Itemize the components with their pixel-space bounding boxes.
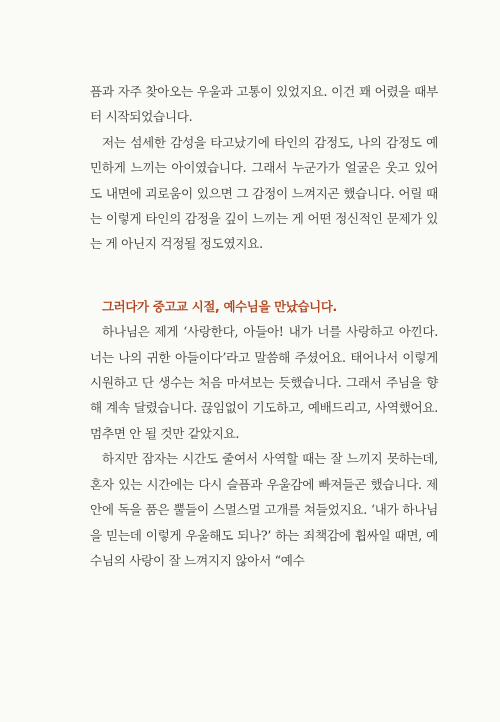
body-text xyxy=(90,79,438,573)
section-subheading: 그러다가 중고교 시절, 예수님을 만났습니다. xyxy=(102,298,337,314)
paragraph-struggle: 하지만 잠자는 시간도 줄여서 사역할 때는 잘 느끼지 못하는데, 혼자 있는 시간에는 다시 슬픔과 우울감에 빠져들곤 했습니다. 제 안에 독을 품은 뿔들이 스멀스멀 고개를 쳐들었지요. ‘내가 하나님을 믿는데 이렇게 우울해도 되나?’ 하는 죄책감에 휩싸일 때면, 예수님의 사랑이 잘 느껴지지 않아서 “예수 xyxy=(90,451,438,568)
paragraph-gods-love: 하나님은 제게 ‘사랑한다, 아들아! 내가 너를 사랑하고 아낀다. 너는 나의 귀한 아들이다’라고 말씀해 주셨어요. 태어나서 이렇게 시원하고 단 생수는 처음 마셔보는 듯했습니다. 그래서 주님을 향해 계속 달렸습니다. 끊임없이 기도하고, 예배드리고, 사역했어요. 멈추면 안 될 것만 같았지요. xyxy=(90,324,438,441)
section-spacer xyxy=(90,257,438,294)
paragraph-continued: 픔과 자주 찾아오는 우울과 고통이 있었지요. 이건 꽤 어렸을 때부터 시작되었습니다. xyxy=(90,84,438,125)
paragraph-sensitivity: 저는 섬세한 감성을 타고났기에 타인의 감정도, 나의 감정도 예민하게 느끼는 아이였습니다. 그래서 누군가가 얼굴은 웃고 있어도 내면에 괴로움이 있으면 그 감정이 느껴지곤 했습니다. 어릴 때는 이렇게 타인의 감정을 깊이 느끼는 게 어떤 정신적인 문제가 있는 게 아닌지 걱정될 정도였지요. xyxy=(90,134,438,252)
